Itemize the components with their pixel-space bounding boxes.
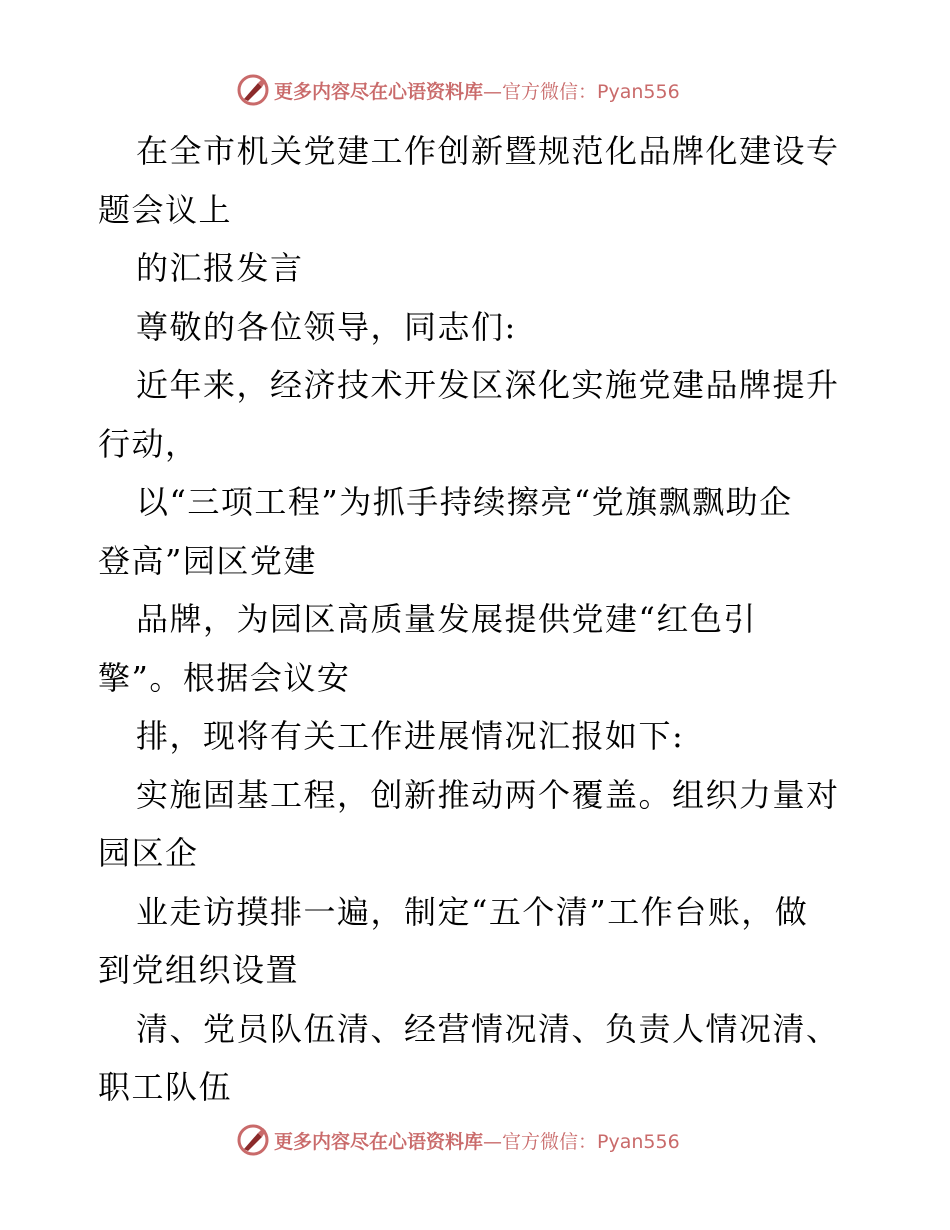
pen-nib-circle-icon xyxy=(236,73,270,107)
text-line: 在全市机关党建工作创新暨规范化品牌化建设专 xyxy=(136,132,840,170)
watermark-sub-text: —官方微信：Pyan556 xyxy=(483,1130,680,1153)
text-line: 近年来，经济技术开发区深化实施党建品牌提升 xyxy=(136,366,840,404)
watermark-sub-text: —官方微信：Pyan556 xyxy=(483,80,680,103)
text-line: 实施固基工程，创新推动两个覆盖。组织力量对 xyxy=(136,775,840,814)
pen-nib-circle-icon xyxy=(236,1123,270,1157)
text-line: 行动， xyxy=(98,424,199,463)
header-watermark xyxy=(236,72,680,108)
text-line: 职工队伍 xyxy=(98,1068,233,1106)
text-line: 题会议上 xyxy=(98,190,233,229)
text-line: 的汇报发言 xyxy=(136,249,304,287)
watermark-main-text: 更多内容尽在心语资料库 xyxy=(274,1130,484,1153)
text-line: 以“三项工程”为抓手持续擦亮“党旗飘飘助企 xyxy=(136,483,793,521)
text-line: 业走访摸排一遍，制定“五个清”工作台账，做 xyxy=(136,892,809,931)
text-line: 排，现将有关工作进展情况汇报如下: xyxy=(136,717,685,755)
footer-watermark xyxy=(236,1122,680,1158)
text-line: 擎”。根据会议安 xyxy=(98,658,351,697)
text-line: 登高”园区党建 xyxy=(98,541,317,580)
text-line: 清、党员队伍清、经营情况清、负责人情况清、 xyxy=(136,1009,840,1048)
watermark-main-text: 更多内容尽在心语资料库 xyxy=(274,80,484,103)
text-line: 尊敬的各位领导，同志们: xyxy=(136,307,517,346)
text-line: 品牌，为园区高质量发展提供党建“红色引 xyxy=(136,600,757,638)
document-body xyxy=(98,122,858,1117)
text-line: 园区企 xyxy=(98,834,199,872)
text-line: 到党组织设置 xyxy=(98,951,300,989)
